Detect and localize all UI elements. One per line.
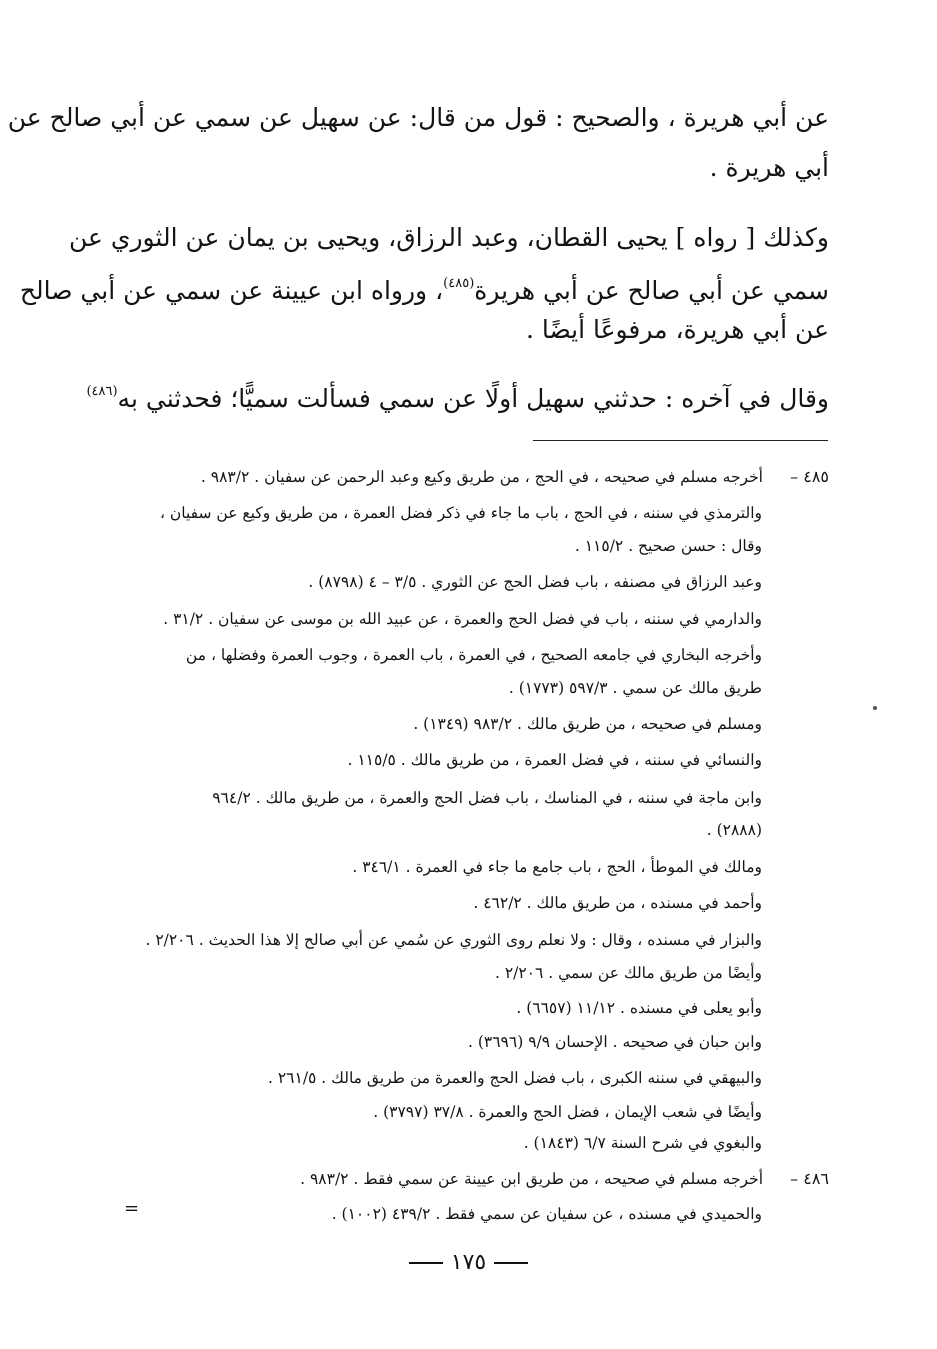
footnote-number: ٤٨٦ –: [790, 1169, 829, 1188]
main-text-line-with-footnote-ref: [19, 264, 829, 311]
footnote-line: طريق مالك عن سمي . ٥٩٧/٣ (١٧٧٣) .: [508, 679, 762, 697]
continuation-mark: =: [124, 1198, 140, 1219]
footnote-line: وابن حبان في صحيحه . الإحسان ٩/٩ (٣٦٩٦) .: [468, 1033, 762, 1051]
footnote-line: والبغوي في شرح السنة ٦/٧ (١٨٤٣) .: [523, 1134, 762, 1152]
footnote-line: والدارمي في سننه ، باب في فضل الحج والعمرة ، عن عبيد الله بن موسى عن سفيان . ٣١/٢ .: [163, 610, 762, 628]
main-text-line-with-footnote-ref: [86, 372, 829, 419]
page-number-footer: [0, 1250, 937, 1275]
main-text-line: وكذلك [ رواه ] يحيى القطان، وعبد الرزاق، ويحيى بن يمان عن الثوري عن: [68, 223, 829, 252]
main-text-line: أبي هريرة .: [709, 153, 829, 182]
footnote-line: والنسائي في سننه ، في فضل العمرة ، من طريق مالك . ١١٥/٥ .: [347, 751, 762, 769]
footnote-line: أخرجه مسلم في صحيحه ، في الحج ، من طريق وكيع وعبد الرحمن عن سفيان . ٩٨٣/٢ .: [200, 468, 763, 486]
footnote-line: ومسلم في صحيحه ، من طريق مالك . ٩٨٣/٢ (١٣٤٩) .: [413, 715, 762, 733]
main-text-segment: سمي عن أبي صالح عن أبي هريرة: [474, 276, 829, 305]
footnote-number: ٤٨٥ –: [790, 467, 829, 486]
dash-decoration: [494, 1262, 528, 1264]
footnote-line: وأحمد في مسنده ، من طريق مالك . ٤٦٢/٢ .: [473, 894, 762, 912]
main-text-line: عن أبي هريرة ، والصحيح : قول من قال: عن سهيل عن سمي عن أبي صالح عن: [7, 103, 829, 132]
footnote-line: وأيضًا في شعب الإيمان ، فضل الحج والعمرة . ٣٧/٨ (٣٧٩٧) .: [373, 1103, 762, 1121]
footnote-line: والبيهقي في سننه الكبرى ، باب فضل الحج والعمرة من طريق مالك . ٢٦١/٥ .: [267, 1069, 762, 1087]
footnote-line: (٢٨٨٨) .: [706, 821, 762, 839]
footnote-line: وعبد الرزاق في مصنفه ، باب فضل الحج عن الثوري . ٣/٥ – ٤ (٨٧٩٨) .: [308, 573, 762, 591]
footnote-line: وأبو يعلى في مسنده . ١١/١٢ (٦٦٥٧) .: [516, 999, 762, 1017]
main-text-segment: وقال في آخره : حدثني سهيل أولًا عن سمي فسألت سميًّا؛ فحدثني به: [117, 384, 829, 413]
dash-decoration: [409, 1262, 443, 1264]
margin-mark: [873, 706, 877, 710]
footnote-line: وأيضًا من طريق مالك عن سمي . ٢/٢٠٦ .: [494, 964, 762, 982]
footnote-reference: (٤٨٦): [86, 384, 118, 399]
footnote-line: وابن ماجة في سننه ، في المناسك ، باب فضل الحج والعمرة ، من طريق مالك . ٩٦٤/٢: [212, 789, 762, 807]
footnote-line: وأخرجه البخاري في جامعه الصحيح ، في العمرة ، باب العمرة ، وجوب العمرة وفضلها ، من: [185, 646, 762, 664]
footnote-line: أخرجه مسلم في صحيحه ، من طريق ابن عيينة عن سمي فقط . ٩٨٣/٢ .: [300, 1170, 763, 1188]
footnote-line: وقال : حسن صحيح . ١١٥/٢ .: [574, 537, 762, 555]
footnote-reference: (٤٨٥): [443, 276, 475, 291]
main-text-segment: ، ورواه ابن عيينة عن سمي عن أبي صالح: [19, 276, 444, 305]
main-text-line: عن أبي هريرة، مرفوعًا أيضًا .: [525, 315, 829, 344]
footnote-line: والترمذي في سننه ، في الحج ، باب ما جاء في ذكر فضل العمرة ، من طريق وكيع عن سفيان ،: [159, 504, 762, 522]
footnote-line: ومالك في الموطأ ، الحج ، باب جامع ما جاء في العمرة . ٣٤٦/١ .: [352, 858, 762, 876]
footnote-separator: [533, 440, 828, 441]
footnote-line: والبزار في مسنده ، وقال : ولا نعلم روى الثوري عن سُمي عن أبي صالح إلا هذا الحديث . ٢/٢٠٦ .: [145, 931, 762, 949]
footnote-line: والحميدي في مسنده ، عن سفيان عن سمي فقط . ٤٣٩/٢ (١٠٠٢) .: [331, 1205, 762, 1223]
page-number: ١٧٥: [450, 1250, 487, 1275]
